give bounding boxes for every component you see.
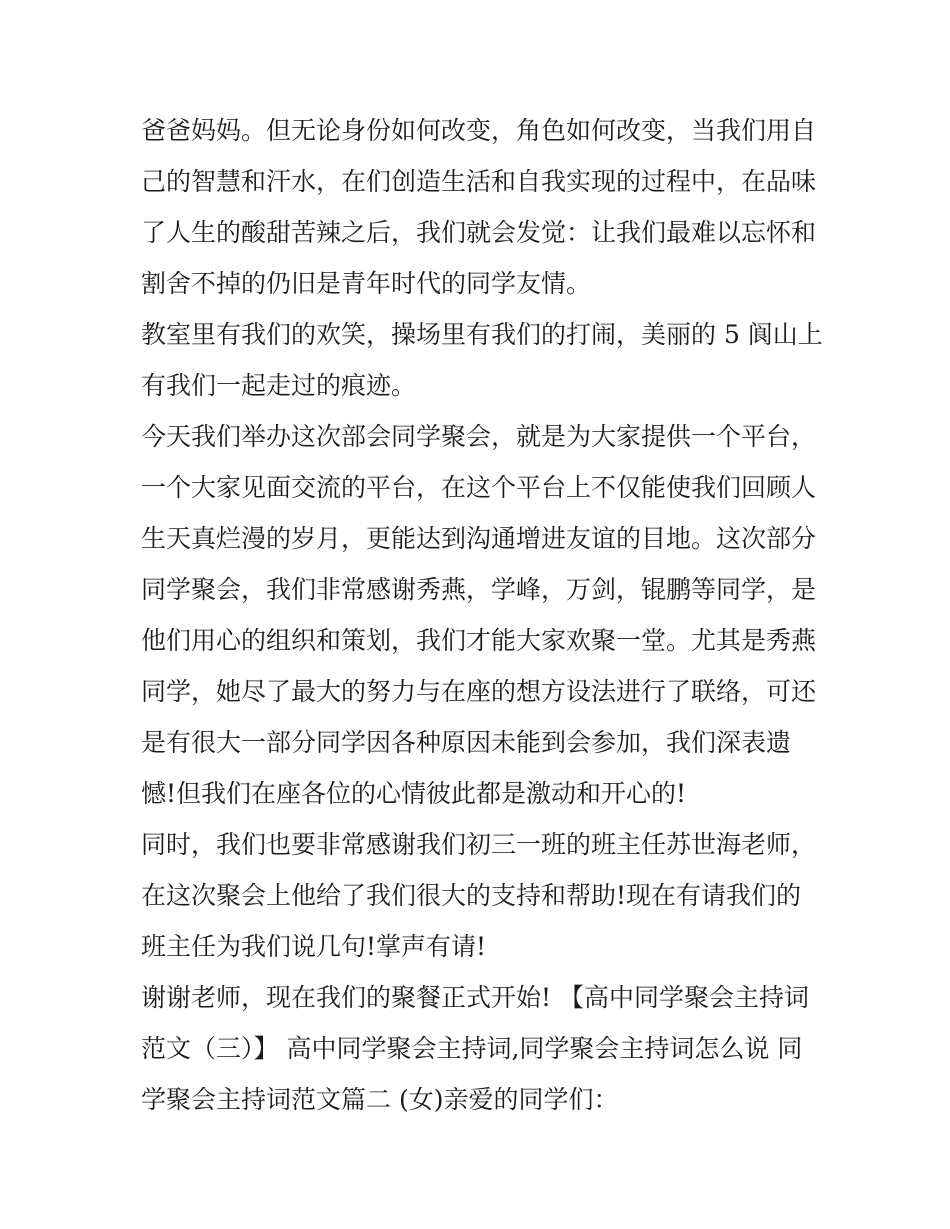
text-line: 同时，我们也要非常感谢我们初三一班的班主任苏世海老师， — [141, 830, 817, 859]
text-line: 憾!但我们在座各位的心情彼此都是激动和开心的! — [141, 779, 687, 808]
text-line: 今天我们举办这次部会同学聚会，就是为大家提供一个平台， — [141, 422, 817, 451]
text-line: 在这次聚会上他给了我们很大的支持和帮助!现在有请我们的 — [141, 881, 802, 910]
text-line: 学聚会主持词范文篇二 (女)亲爱的同学们： — [141, 1085, 619, 1114]
text-line: 他们用心的组织和策划，我们才能大家欢聚一堂。尤其是秀燕 — [141, 626, 817, 655]
text-line: 割舍不掉的仍旧是青年时代的同学友情。 — [141, 269, 592, 298]
text-line: 有我们一起走过的痕迹。 — [141, 371, 417, 400]
text-line: 同学聚会，我们非常感谢秀燕，学峰，万剑，锟鹏等同学，是 — [141, 575, 817, 604]
document-body — [141, 105, 821, 1125]
text-line: 一个大家见面交流的平台，在这个平台上不仅能使我们回顾人 — [141, 473, 817, 502]
text-line: 同学，她尽了最大的努力与在座的想方设法进行了联络，可还 — [141, 677, 817, 706]
text-line: 是有很大一部分同学因各种原因未能到会参加，我们深表遗 — [141, 728, 792, 757]
text-line: 教室里有我们的欢笑，操场里有我们的打闹，美丽的 5 阆山上 — [141, 320, 823, 349]
text-line: 班主任为我们说几句!掌声有请! — [141, 932, 487, 961]
text-line: 己的智慧和汗水，在们创造生活和自我实现的过程中，在品味 — [141, 167, 817, 196]
text-line: 范文（三）】 高中同学聚会主持词,同学聚会主持词怎么说 同 — [141, 1034, 803, 1063]
text-line: 生天真烂漫的岁月，更能达到沟通增进友谊的目地。这次部分 — [141, 524, 817, 553]
text-line: 谢谢老师，现在我们的聚餐正式开始! 【高中同学聚会主持词 — [141, 983, 809, 1012]
text-line: 了人生的酸甜苦辣之后，我们就会发觉：让我们最难以忘怀和 — [141, 218, 817, 247]
text-line: 爸爸妈妈。但无论身份如何改变，角色如何改变，当我们用自 — [141, 116, 817, 145]
